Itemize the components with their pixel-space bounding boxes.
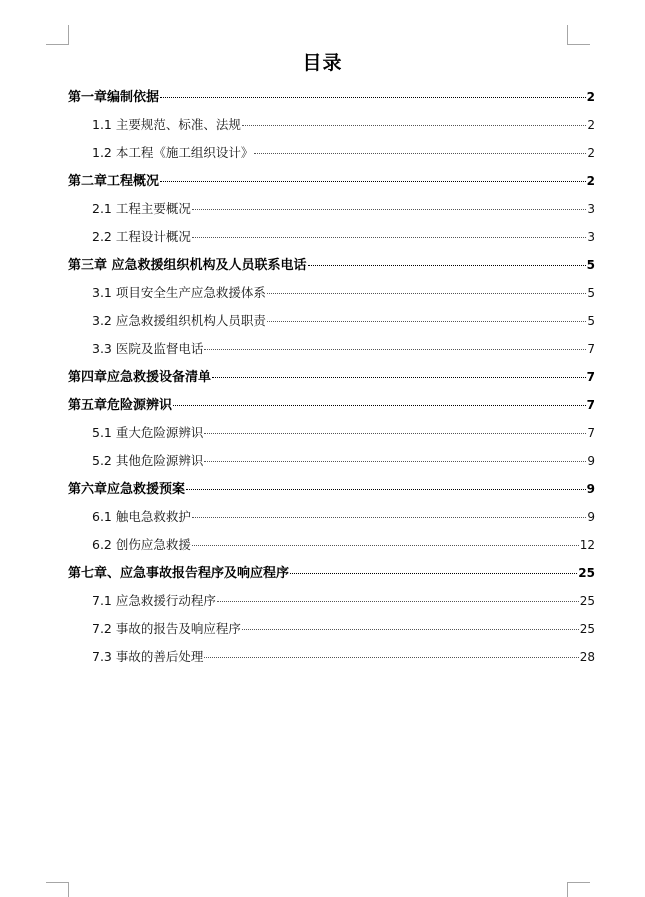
dot-leader (204, 657, 578, 658)
dot-leader (186, 489, 586, 490)
toc-entry-page-number: 3 (587, 202, 595, 216)
toc-title: 目录 (302, 52, 343, 74)
toc-entry-page-number: 28 (579, 650, 595, 664)
toc-entry-label: 6.1 触电急救救护 (92, 509, 191, 524)
toc-entry-label: 7.1 应急救援行动程序 (92, 593, 216, 608)
toc-entry-label: 第三章 应急救援组织机构及人员联系电话 (68, 258, 307, 273)
dot-leader (204, 461, 586, 462)
toc-section-entry[interactable] (68, 447, 595, 475)
crop-mark-top-right (567, 25, 590, 45)
table-of-contents (68, 83, 595, 671)
toc-entry-label: 3.2 应急救援组织机构人员职责 (92, 313, 266, 328)
toc-entry-page-number: 7 (587, 342, 595, 356)
toc-chapter-entry[interactable] (68, 167, 595, 195)
toc-entry-page-number: 2 (586, 174, 595, 188)
toc-entry-page-number: 9 (586, 482, 595, 496)
toc-entry-page-number: 25 (579, 594, 595, 608)
crop-mark-bottom-right (567, 882, 590, 897)
toc-entry-label: 第一章编制依据 (68, 90, 160, 105)
toc-entry-label: 3.1 项目安全生产应急救援体系 (92, 285, 266, 300)
toc-entry-label: 5.2 其他危险源辨识 (92, 453, 204, 468)
toc-entry-page-number: 7 (587, 426, 595, 440)
toc-chapter-entry[interactable] (68, 363, 595, 391)
dot-leader (242, 125, 587, 126)
toc-entry-page-number: 25 (578, 566, 595, 580)
toc-entry-label: 1.2 本工程《施工组织设计》 (92, 145, 254, 160)
toc-chapter-entry[interactable] (68, 559, 595, 587)
toc-chapter-entry[interactable] (68, 83, 595, 111)
toc-section-entry[interactable] (68, 111, 595, 139)
toc-entry-label: 第二章工程概况 (68, 174, 160, 189)
toc-entry-label: 7.2 事故的报告及响应程序 (92, 621, 241, 636)
dot-leader (290, 573, 577, 574)
toc-entry-label: 5.1 重大危险源辨识 (92, 425, 204, 440)
toc-entry-label: 6.2 创伤应急救援 (92, 537, 191, 552)
toc-entry-label: 3.3 医院及监督电话 (92, 341, 204, 356)
dot-leader (192, 237, 587, 238)
dot-leader (308, 265, 586, 266)
toc-entry-page-number: 7 (586, 370, 595, 384)
toc-section-entry[interactable] (68, 615, 595, 643)
toc-entry-label: 第七章、应急事故报告程序及响应程序 (68, 566, 290, 581)
dot-leader (267, 321, 587, 322)
dot-leader (204, 349, 586, 350)
toc-entry-label: 第六章应急救援预案 (68, 482, 186, 497)
toc-entry-page-number: 12 (579, 538, 595, 552)
toc-entry-page-number: 2 (587, 146, 595, 160)
toc-section-entry[interactable] (68, 419, 595, 447)
toc-section-entry[interactable] (68, 531, 595, 559)
toc-section-entry[interactable] (68, 223, 595, 251)
dot-leader (173, 405, 586, 406)
toc-section-entry[interactable] (68, 503, 595, 531)
toc-entry-label: 1.1 主要规范、标准、法规 (92, 117, 241, 132)
toc-entry-label: 第五章危险源辨识 (68, 398, 173, 413)
toc-section-entry[interactable] (68, 139, 595, 167)
toc-entry-page-number: 7 (586, 398, 595, 412)
crop-mark-top-left (46, 25, 69, 45)
dot-leader (192, 517, 587, 518)
dot-leader (242, 629, 579, 630)
toc-chapter-entry[interactable] (68, 391, 595, 419)
dot-leader (204, 433, 586, 434)
toc-entry-page-number: 2 (587, 118, 595, 132)
toc-entry-label: 第四章应急救援设备清单 (68, 370, 212, 385)
dot-leader (267, 293, 587, 294)
toc-section-entry[interactable] (68, 307, 595, 335)
toc-section-entry[interactable] (68, 279, 595, 307)
toc-section-entry[interactable] (68, 587, 595, 615)
toc-chapter-entry[interactable] (68, 251, 595, 279)
dot-leader (212, 377, 586, 378)
toc-entry-page-number: 9 (587, 510, 595, 524)
dot-leader (217, 601, 579, 602)
toc-section-entry[interactable] (68, 195, 595, 223)
toc-entry-page-number: 5 (587, 286, 595, 300)
dot-leader (160, 181, 586, 182)
crop-mark-bottom-left (46, 882, 69, 897)
dot-leader (192, 545, 579, 546)
toc-chapter-entry[interactable] (68, 475, 595, 503)
toc-entry-label: 2.2 工程设计概况 (92, 229, 191, 244)
dot-leader (160, 97, 586, 98)
toc-entry-page-number: 3 (587, 230, 595, 244)
toc-entry-label: 7.3 事故的善后处理 (92, 649, 204, 664)
toc-entry-page-number: 5 (587, 314, 595, 328)
toc-section-entry[interactable] (68, 643, 595, 671)
toc-entry-page-number: 9 (587, 454, 595, 468)
toc-entry-page-number: 5 (586, 258, 595, 272)
toc-entry-page-number: 2 (586, 90, 595, 104)
dot-leader (192, 209, 587, 210)
toc-entry-label: 2.1 工程主要概况 (92, 201, 191, 216)
dot-leader (254, 153, 586, 154)
toc-section-entry[interactable] (68, 335, 595, 363)
toc-entry-page-number: 25 (579, 622, 595, 636)
